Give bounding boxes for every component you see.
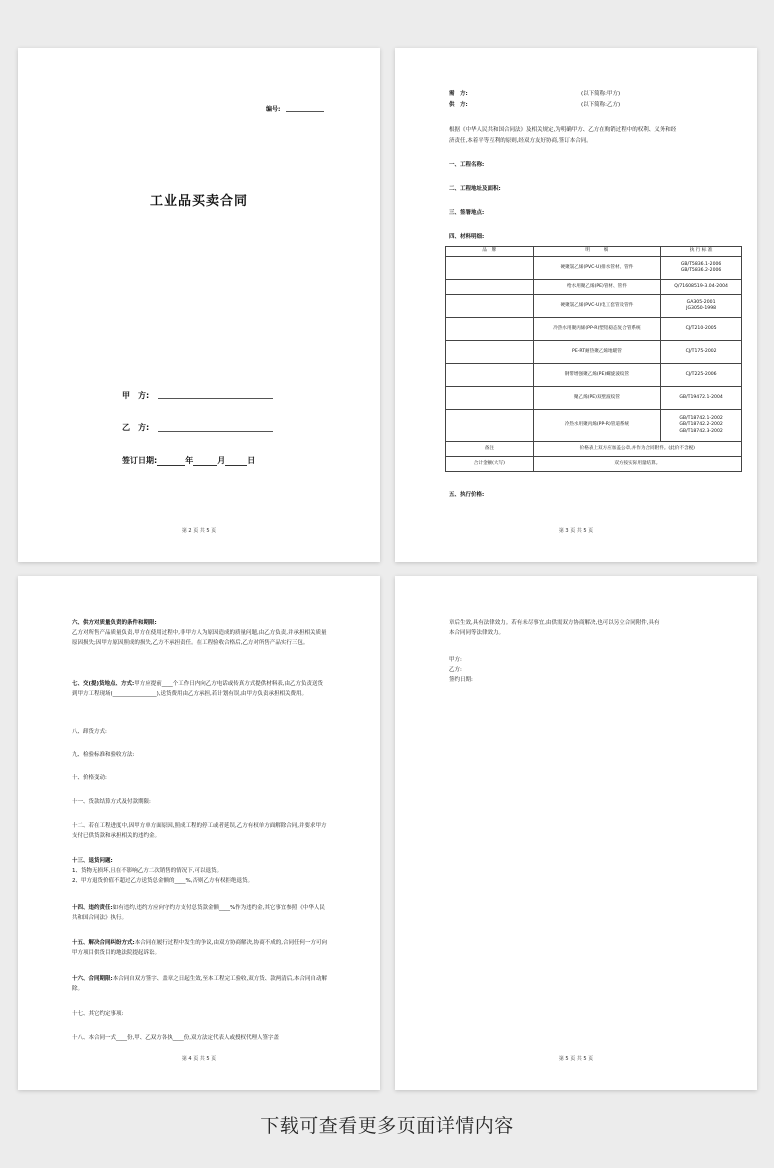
materials-table bbox=[445, 246, 742, 472]
clause-17: 十七、其它约定事项: bbox=[72, 1011, 124, 1017]
table-row-total: 合计金额(大写) 双方按实际用量结算。 bbox=[446, 457, 742, 472]
table-row: 硬聚氯乙烯(PVC-U)排水管材、管件 GB/T5836.1-2006 GB/T5836.2-2006 bbox=[446, 257, 742, 280]
buyer-note: (以下简称:甲方) bbox=[581, 91, 621, 97]
contract-number-label: 编号: bbox=[266, 106, 281, 113]
clause-7: 七、交(提)货地点、方式:甲方应提前____个工作日内向乙方电话或传真方式提供材料表,由乙方负责送货到甲方工程现场(________________),送货费用由乙方承担,若计划有误,由甲方负责承担相关费用。 bbox=[72, 681, 323, 697]
table-row: 冷热水用聚丙烯(PP-R)塑铝稳态复合管系统 CJ/T210-2005 bbox=[446, 318, 742, 341]
contract-number-line bbox=[286, 111, 324, 112]
clause-10: 十、价格变动: bbox=[72, 775, 107, 781]
table-header-standard: 执 行 标 准 bbox=[661, 247, 742, 257]
page-footer: 第 3 页 共 5 页 bbox=[558, 528, 594, 534]
party-b-line bbox=[158, 431, 273, 432]
clause-18-continued: 章后生效,具有法律效力。若有未尽事宜,由供需双方协商解决,也可以另立合同附件,具有 本合同同等法律效力。 bbox=[449, 620, 660, 636]
download-caption: 下载可查看更多页面详情内容 bbox=[260, 1115, 514, 1137]
page-footer: 第 4 页 共 5 页 bbox=[181, 1056, 217, 1062]
intro-line-2: 济责任,本着平等互利的原则,经双方友好协商,签订本合同。 bbox=[449, 138, 592, 144]
table-row: 冷热水用聚丙烯(PP-R)管道系统 GB/T18742.1-2002 GB/T18742.2-2002 GB/T18742.3-2002 bbox=[446, 410, 742, 442]
table-row: PE-RT耐热聚乙烯地暖管 CJ/T175-2002 bbox=[446, 341, 742, 364]
table-row: 钢带增强聚乙烯(PE)螺旋波纹管 CJ/T225-2006 bbox=[446, 364, 742, 387]
table-row: 硬聚氯乙烯(PVC-U)电工套管及管件 GA305-2001 JG3050-1998 bbox=[446, 295, 742, 318]
party-a-label: 甲 方: bbox=[122, 391, 150, 400]
page-footer: 第 5 页 共 5 页 bbox=[558, 1056, 594, 1062]
table-row-remark: 备注 价格表上双方应加盖公章,并作为合同附件。(此价不含税) bbox=[446, 442, 742, 457]
clause-14: 十四、违约责任:如有违约,违约方应向守约方支付总货款金额____%作为违约金,其它事宜参照《中华人民共和国合同法》执行。 bbox=[72, 905, 325, 921]
clause-16: 十六、合同期限:本合同自双方签字、盖章之日起生效,至本工程完工验收,双方货、款两清后,本合同自动解除。 bbox=[72, 976, 327, 992]
clause-12: 十二、若在工程进度中,因甲方单方面原因,照成工程的停工或者延误,乙方有权单方面解除合同,并要求甲方支付已供货款和承担相关的违约金。 bbox=[72, 823, 327, 839]
clause-6: 六、供方对质量负责的条件和期限: 乙方对所售产品质量负责,甲方在使用过程中,非甲方人为原因造成的质量问题,由乙方负责,并承担相关质量原因损失;因甲方原因照成的损失,乙方不承担责任。在工程验收合格后,乙方对所售产品实行三包。 bbox=[72, 620, 327, 646]
table-row: 聚乙烯(PE)双壁波纹管 GB/T19472.1-2004 bbox=[446, 387, 742, 410]
clause-11: 十一、货款结算方式及付款期限: bbox=[72, 799, 151, 805]
contract-title: 工业品买卖合同 bbox=[149, 194, 248, 209]
table-header-brand: 品 牌 bbox=[446, 247, 534, 257]
page-footer: 第 2 页 共 5 页 bbox=[181, 528, 217, 534]
contract-page-cover bbox=[18, 48, 380, 562]
contract-page-signatures bbox=[395, 576, 757, 1090]
table-row: 给水用聚乙烯(PE)管材、管件 Q/71608519-3.04-2004 bbox=[446, 280, 742, 295]
clause-8: 八、卸货方式: bbox=[72, 729, 107, 735]
intro-line-1: 根据《中华人民共和国合同法》及相关规定,为明确甲方、乙方在购销过程中的权利、义务和经 bbox=[449, 127, 677, 133]
section-3: 三、签署地点: bbox=[449, 210, 485, 216]
section-4: 四、材料明细: bbox=[449, 234, 485, 240]
party-b-label: 乙 方: bbox=[122, 423, 150, 432]
seller-label: 供 方: bbox=[449, 102, 468, 108]
buyer-label: 需 方: bbox=[449, 91, 468, 97]
clause-9: 九、检验标准和验收方法: bbox=[72, 752, 135, 758]
seller-note: (以下简称:乙方) bbox=[581, 102, 621, 108]
table-header-detail: 明 细 bbox=[533, 247, 661, 257]
section-1: 一、工程名称: bbox=[449, 162, 485, 168]
clause-18: 十八、本合同一式____份,甲、乙双方各执____份,双方法定代表人或授权代理人签字盖 bbox=[72, 1035, 279, 1041]
signature-party-b: 乙方: bbox=[449, 667, 462, 673]
sign-date-label: 签订日期: 年 月 日 bbox=[122, 456, 256, 465]
contract-page-clauses bbox=[18, 576, 380, 1090]
section-5: 五、执行价格: bbox=[449, 492, 485, 498]
contract-page-materials bbox=[395, 48, 757, 562]
clause-13: 十三、退货问题: 1、货物无损坏,且在不影响乙方二次销售的情况下,可以退货。 2、甲方退货价值不超过乙方送货总金额的____%,否则乙方有权拒绝退货。 bbox=[72, 858, 253, 884]
signature-block bbox=[449, 655, 705, 685]
party-a-line bbox=[158, 398, 273, 399]
signature-party-a: 甲方: bbox=[449, 657, 462, 663]
section-2: 二、工程地址及面积: bbox=[449, 186, 501, 192]
clause-15: 十五、解决合同纠纷方式:本合同在履行过程中发生的争议,由双方协商解决,协商不成的,合同任何一方可向甲方项目供货目的地法院提起诉讼。 bbox=[72, 940, 327, 956]
signature-date: 签约日期: bbox=[449, 677, 473, 683]
